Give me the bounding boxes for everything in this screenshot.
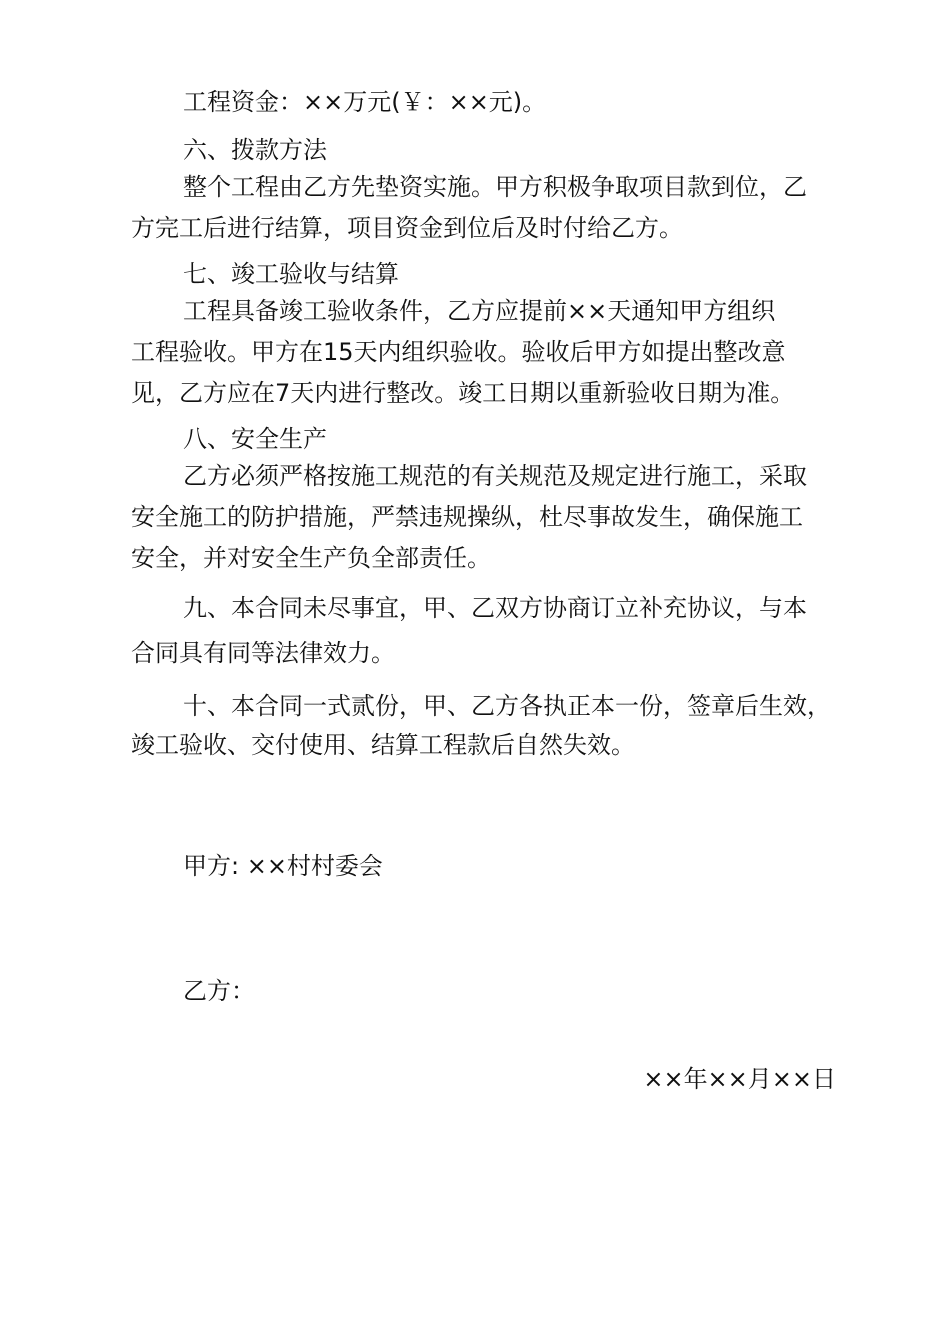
section-8-line: 安全，并对安全生产负全部责任。	[131, 544, 491, 572]
section-8-line: 安全施工的防护措施，严禁违规操纵，杜尽事故发生，确保施工	[131, 503, 803, 531]
section-10-line: 竣工验收、交付使用、结算工程款后自然失效。	[131, 731, 635, 759]
section-6-heading: 六、拨款方法	[183, 136, 327, 164]
section-7-line: 工程验收。甲方在15天内组织验收。验收后甲方如提出整改意	[131, 338, 786, 366]
section-7-line: 见，乙方应在7天内进行整改。竣工日期以重新验收日期为准。	[131, 379, 795, 407]
section-8-heading: 八、安全生产	[183, 425, 327, 453]
section-10-line: 十、本合同一式贰份，甲、乙方各执正本一份，签章后生效，	[183, 692, 831, 720]
section-6-line: 方完工后进行结算，项目资金到位后及时付给乙方。	[131, 214, 683, 242]
signing-date: ××年××月××日	[643, 1065, 836, 1093]
section-7-heading: 七、竣工验收与结算	[183, 260, 399, 288]
section-7-line: 工程具备竣工验收条件，乙方应提前××天通知甲方组织	[183, 297, 776, 325]
section-9-line: 合同具有同等法律效力。	[131, 639, 395, 667]
party-a-signature-line: 甲方: ××村村委会	[183, 852, 383, 880]
funds-line: 工程资金：××万元(￥：××元)。	[183, 88, 547, 116]
party-b-signature-line: 乙方：	[183, 977, 255, 1005]
section-6-line: 整个工程由乙方先垫资实施。甲方积极争取项目款到位，乙	[183, 173, 807, 201]
section-9-line: 九、本合同未尽事宜，甲、乙双方协商订立补充协议，与本	[183, 594, 807, 622]
section-8-line: 乙方必须严格按施工规范的有关规范及规定进行施工，采取	[183, 462, 807, 490]
